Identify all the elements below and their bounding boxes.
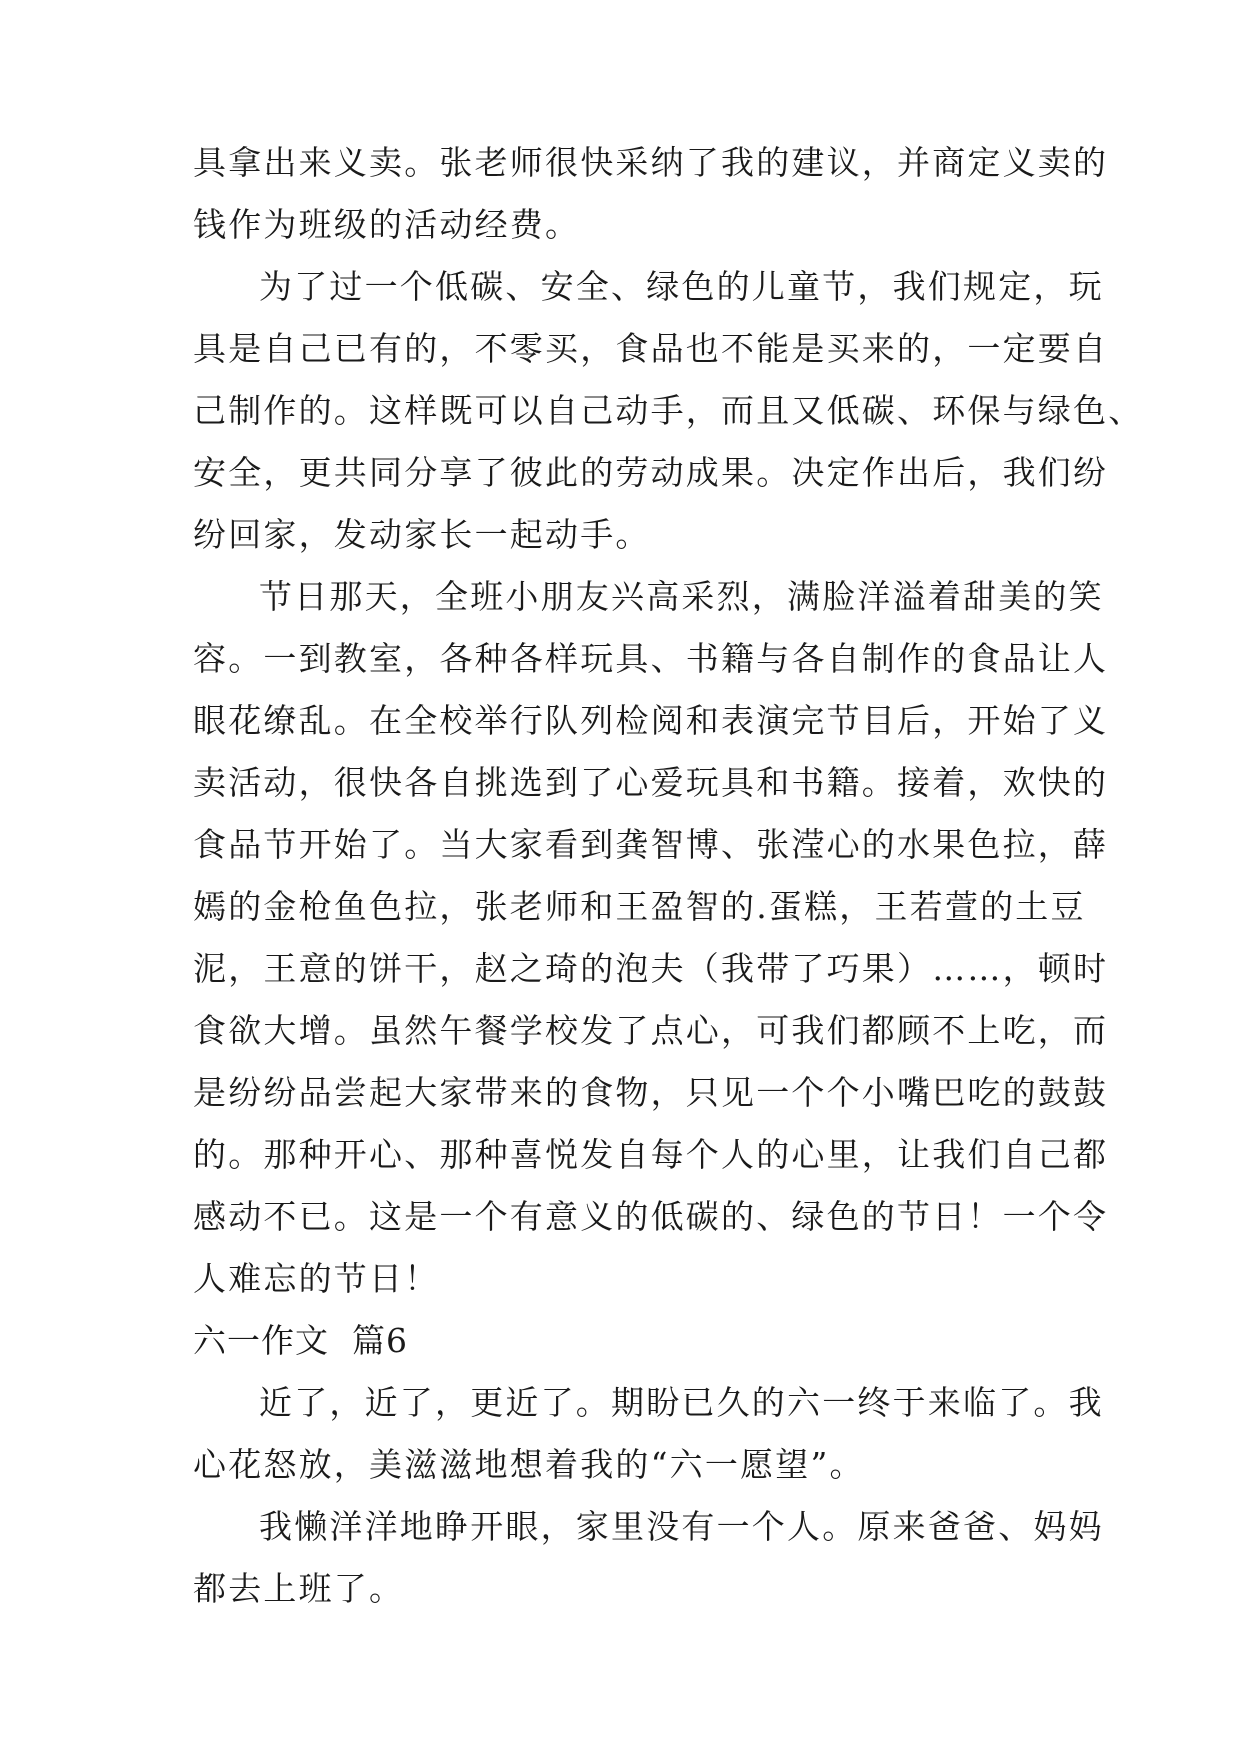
text-line: 食品节开始了。当大家看到龚智博、张滢心的水果色拉，薛 — [193, 825, 1109, 864]
text-line: 具是自己已有的，不零买，食品也不能是买来的，一定要自 — [193, 329, 1109, 368]
text-line: 节日那天，全班小朋友兴高采烈，满脸洋溢着甜美的笑 — [259, 577, 1104, 616]
text-line: 容。一到教室，各种各样玩具、书籍与各自制作的食品让人 — [193, 639, 1109, 678]
text-line: 泥，王意的饼干，赵之琦的泡夫（我带了巧果）……，顿时 — [193, 949, 1109, 988]
section-heading: 六一作文 篇6 — [193, 1321, 408, 1360]
text-line: 的。那种开心、那种喜悦发自每个人的心里，让我们自己都 — [193, 1135, 1109, 1174]
text-line: 具拿出来义卖。张老师很快采纳了我的建议，并商定义卖的 — [193, 143, 1109, 182]
text-line: 心花怒放，美滋滋地想着我的“六一愿望”。 — [193, 1445, 865, 1484]
text-line: 食欲大增。虽然午餐学校发了点心，可我们都顾不上吃，而 — [193, 1011, 1109, 1050]
text-line: 为了过一个低碳、安全、绿色的儿童节，我们规定，玩 — [259, 267, 1104, 306]
text-line: 感动不已。这是一个有意义的低碳的、绿色的节日！一个令 — [193, 1197, 1109, 1236]
text-line: 纷回家，发动家长一起动手。 — [193, 515, 651, 554]
text-line: 我懒洋洋地睁开眼，家里没有一个人。原来爸爸、妈妈 — [259, 1507, 1104, 1546]
essay-body — [193, 132, 1144, 1620]
text-line: 安全，更共同分享了彼此的劳动成果。决定作出后，我们纷 — [193, 453, 1109, 492]
text-line: 人难忘的节日！ — [193, 1259, 440, 1298]
text-line: 都去上班了。 — [193, 1569, 405, 1608]
text-line: 近了，近了，更近了。期盼已久的六一终于来临了。我 — [259, 1383, 1104, 1422]
text-line: 己制作的。这样既可以自己动手，而且又低碳、环保与绿色、 — [193, 391, 1144, 430]
text-line: 卖活动，很快各自挑选到了心爱玩具和书籍。接着，欢快的 — [193, 763, 1109, 802]
text-line: 眼花缭乱。在全校举行队列检阅和表演完节目后，开始了义 — [193, 701, 1109, 740]
text-line: 是纷纷品尝起大家带来的食物，只见一个个小嘴巴吃的鼓鼓 — [193, 1073, 1109, 1112]
text-line: 钱作为班级的活动经费。 — [193, 205, 581, 244]
text-line: 嫣的金枪鱼色拉，张老师和王盈智的.蛋糕，王若萱的土豆 — [193, 887, 1086, 926]
